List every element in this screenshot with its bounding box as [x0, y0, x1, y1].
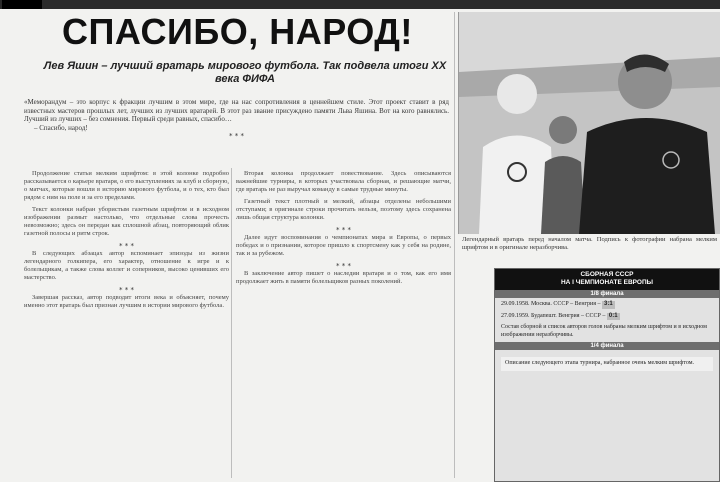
page-number-badge [2, 0, 42, 9]
article-subheadline: Лев Яшин – лучший вратарь мирового футбола. Так подвела итоги XX века ФИФА [43, 60, 447, 85]
column2-paragraph: Вторая колонка продолжает повествование. Здесь описываются важнейшие турниры, в которых участвовала сборная, и решающие матчи, где вратарь не раз выручал команду в самые трудные минуты. [236, 170, 451, 193]
column-separator [231, 168, 232, 478]
photo-caption: Легендарный вратарь перед началом матча. Подпись к фотографии набрана мелким шрифтом и в оригинале неразборчива. [462, 236, 717, 251]
section-divider-stars: * * * [229, 132, 244, 140]
match-line: 29.09.1958. Москва. СССР – Венгрия – [501, 301, 601, 307]
column2-paragraph: Далее идут воспоминания о чемпионатах мира и Европы, о первых победах и о признании, которое пришло к спортсмену как у себя на родине, так и за рубежом. [236, 234, 451, 257]
column1-paragraph: Текст колонки набран убористым газетным шрифтом и в исходном изображении размыт настолько, что отдельные слова прочесть невозможно; здесь он передан как сплошной абзац, повторяющий облик газетной полосы и ритм строк. [24, 206, 229, 237]
match-score: 0:1 [608, 312, 618, 319]
stats-box-body [495, 350, 719, 374]
stats-box-note: Состав сборной и список авторов голов набраны мелким шрифтом и в исходном изображении неразборчивы. [501, 324, 707, 338]
lead-closing-quote: – Спасибо, народ! [34, 123, 88, 132]
stats-box-note: Описание следующего этапа турнира, набранное очень мелким шрифтом. [501, 357, 713, 371]
column-separator [454, 12, 455, 478]
players-photo-illustration [459, 12, 720, 234]
stats-box-section: 1/8 финала [495, 290, 719, 298]
stats-box-header [495, 269, 719, 290]
stats-box-section: 1/4 финала [495, 342, 719, 350]
stats-box-body [495, 298, 719, 342]
column1-paragraph: В следующих абзацах автор вспоминает эпизоды из жизни легендарного голкипера, его характер, отношение к игре и к болельщикам, а также слова коллег и соперников, высоко ценивших его мастерство. [24, 250, 229, 281]
lead-text: «Меморандум – это корпус к фракции лучшим в этом мире, где на нас сопротивления в ценнейшем стиле. Этот проект ставит в ряд известных мастеров прошлых лет, лучших из лучших вратарей. В этот раз звание присуждено памяти Льва Яшина. Вот на кого равнялись. Лучший из лучших – без сомнения. Первый среди равных, спасибо… [24, 98, 449, 123]
match-result [501, 301, 713, 309]
article-column-2 [236, 170, 451, 478]
match-result [501, 313, 713, 321]
page-header-bar [0, 0, 720, 9]
stats-sidebar-box [494, 268, 720, 482]
column2-divider-stars: * * * [336, 226, 351, 234]
column1-paragraph: Завершая рассказ, автор подводит итоги века и объясняет, почему именно этот вратарь был признан лучшим в истории мирового футбола. [24, 294, 229, 309]
stats-box-title: СБОРНАЯ СССР [580, 271, 634, 278]
column1-paragraph: Продолжение статьи мелким шрифтом: в этой колонке подробно рассказывается о карьере вратаря, о его выступлениях за клуб и сборную, о матчах, которые вошли в историю мирового футбола, и о тех, кто был рядом с ним на поле и за его пределами. [24, 170, 229, 201]
match-line: 27.09.1959. Будапешт. Венгрия – СССР – [501, 312, 606, 319]
stats-box-subtitle: НА I ЧЕМПИОНАТЕ ЕВРОПЫ [560, 279, 654, 286]
article-lead [24, 98, 449, 141]
column2-divider-stars: * * * [336, 262, 351, 270]
column1-divider-stars: * * * [119, 242, 134, 250]
article-column-1 [24, 170, 229, 478]
column1-divider-stars: * * * [119, 286, 134, 294]
article-headline: СПАСИБО, НАРОД! [62, 11, 413, 52]
match-score: 3:1 [603, 301, 613, 307]
column2-paragraph: В заключение автор пишет о наследии вратаря и о том, как его имя продолжает жить в памяти болельщиков разных поколений. [236, 270, 451, 285]
article-photo [458, 12, 720, 234]
column2-paragraph: Газетный текст плотный и мелкий, абзацы отделены небольшими отступами; в оригинале строки прочитать нельзя, поэтому здесь сохранена лишь общая структура колонки. [236, 198, 451, 221]
